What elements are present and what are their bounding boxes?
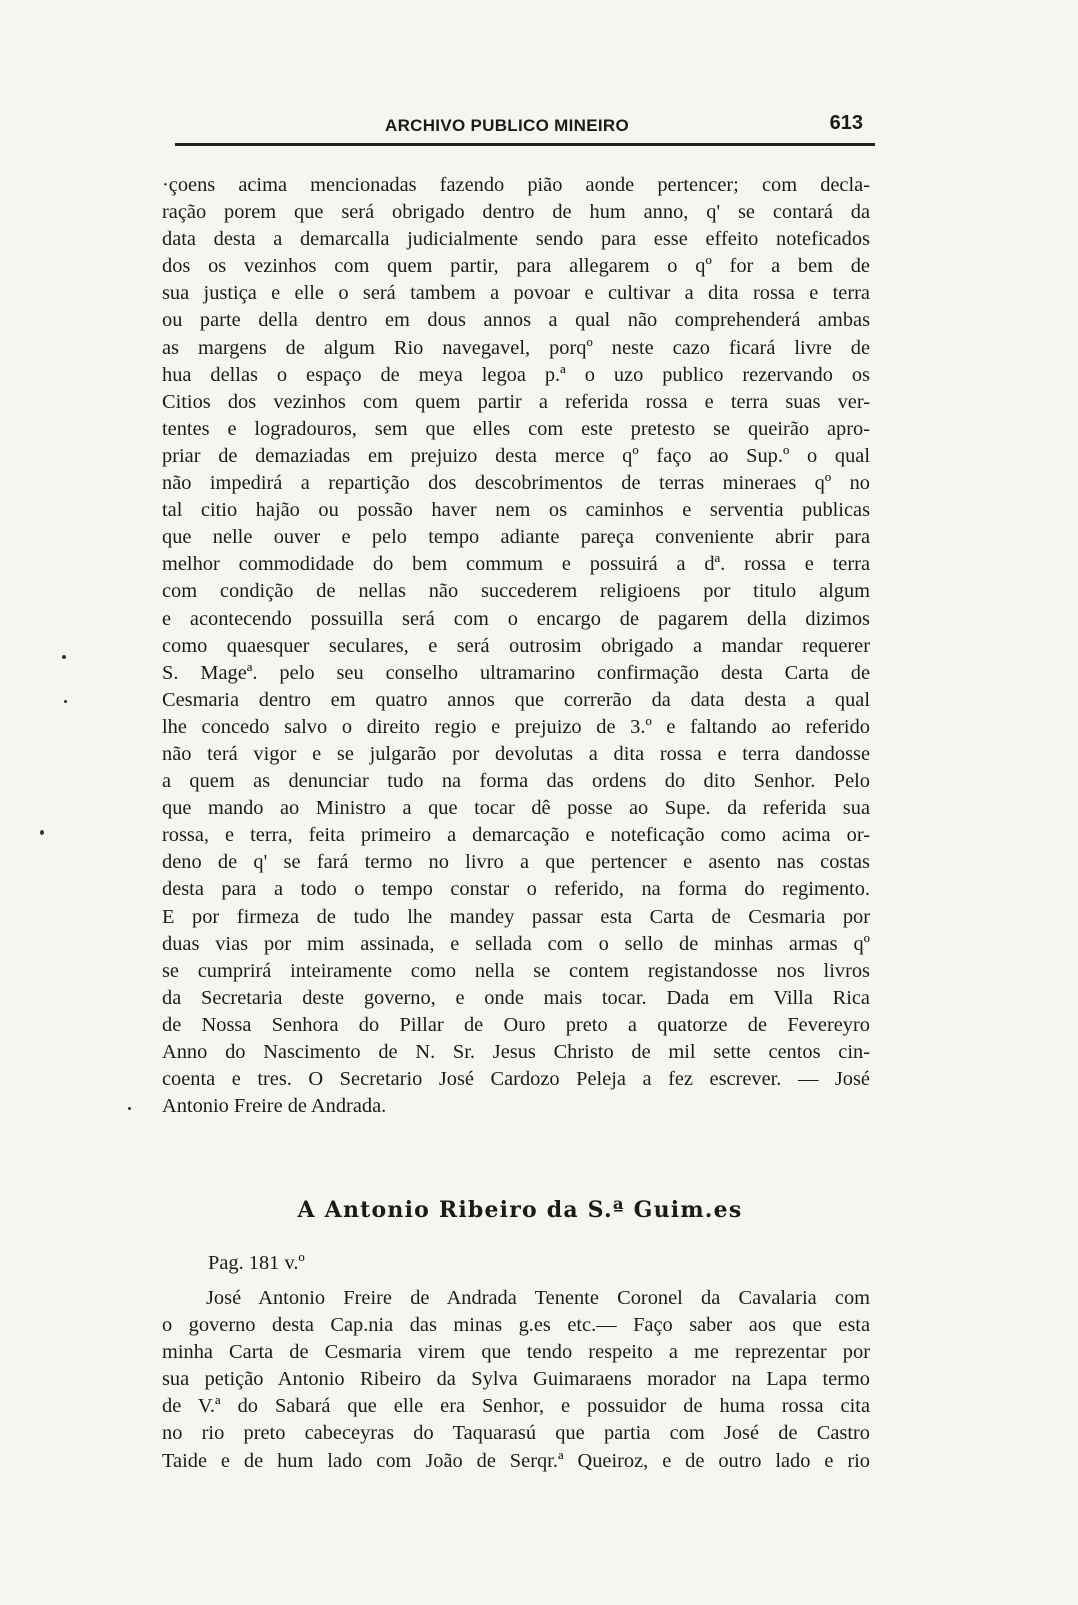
text-line: sua petição Antonio Ribeiro da Sylva Guimaraens morador na Lapa termo bbox=[162, 1368, 870, 1391]
text-line: Antonio Freire de Andrada. bbox=[162, 1095, 387, 1118]
text-line: melhor commodidade do bem commum e possuirá a dª. rossa e terra bbox=[162, 553, 870, 576]
text-line: duas vias por mim assinada, e sellada com o sello de minhas armas qº bbox=[162, 932, 870, 955]
text-line: José Antonio Freire de Andrada Tenente Coronel da Cavalaria com bbox=[206, 1287, 870, 1309]
text-line: com condição de nellas não succederem religioens por titulo algum bbox=[162, 580, 870, 603]
text-line: ·çoens acima mencionadas fazendo pião aonde pertencer; com decla- bbox=[162, 174, 870, 196]
text-line: que mando ao Ministro a que tocar dê posse ao Supe. da referida sua bbox=[162, 797, 870, 820]
scan-speck bbox=[62, 655, 66, 659]
text-line: S. Mageª. pelo seu conselho ultramarino confirmação desta Carta de bbox=[162, 661, 870, 684]
text-line: não impedirá a repartição dos descobrimentos de terras mineraes qº no bbox=[162, 472, 870, 495]
text-line: a quem as denunciar tudo na forma das ordens do dito Senhor. Pelo bbox=[162, 770, 870, 793]
text-line: da Secretaria deste governo, e onde mais tocar. Dada em Villa Rica bbox=[162, 986, 870, 1009]
text-line: deno de q' se fará termo no livro a que pertencer e asento nas costas bbox=[162, 851, 870, 874]
text-line: E por firmeza de tudo lhe mandey passar esta Carta de Cesmaria por bbox=[162, 905, 870, 928]
text-line: as margens de algum Rio navegavel, porqº neste cazo ficará livre de bbox=[162, 336, 870, 359]
text-line: tal citio hajão ou possão haver nem os caminhos e serventia publicas bbox=[162, 499, 870, 522]
text-line: no rio preto cabeceyras do Taquarasú que partia com José de Castro bbox=[162, 1422, 870, 1445]
text-line: como quaesquer seculares, e será outrosim obrigado a mandar requerer bbox=[162, 634, 870, 657]
text-line: ração porem que será obrigado dentro de hum anno, q' se contará da bbox=[162, 201, 870, 224]
header-rule bbox=[175, 143, 875, 146]
scan-speck bbox=[40, 830, 44, 835]
text-line: se cumprirá inteiramente como nella se contem registandosse nos livros bbox=[162, 959, 870, 982]
scan-speck bbox=[128, 1107, 131, 1110]
text-line: de Nossa Senhora do Pillar de Ouro preto a quatorze de Fevereyro bbox=[162, 1013, 870, 1036]
text-line: que nelle ouver e pelo tempo adiante pareça conveniente abrir para bbox=[162, 526, 870, 549]
text-line: coenta e tres. O Secretario José Cardozo Peleja a fez escrever. — José bbox=[162, 1068, 870, 1091]
text-line: desta para a todo o tempo constar o referido, na forma do regimento. bbox=[162, 878, 870, 901]
text-line: Citios dos vezinhos com quem partir a referida rossa e terra suas ver- bbox=[162, 390, 870, 413]
text-line: rossa, e terra, feita primeiro a demarcação e noteficação como acima or- bbox=[162, 824, 870, 847]
body-text bbox=[162, 172, 870, 1120]
text-line: lhe concedo salvo o direito regio e prejuizo de 3.º e faltando ao referido bbox=[162, 715, 870, 738]
page-number: 613 bbox=[829, 112, 863, 134]
text-line: sua justiça e elle o será tambem a povoar e cultivar a dita rossa e terra bbox=[162, 282, 870, 305]
scan-speck bbox=[64, 700, 67, 703]
text-line: e acontecendo possuilla será com o encargo de pagarem della dizimos bbox=[162, 607, 870, 630]
text-line: Taide e de hum lado com João de Serqr.ª Queiroz, e de outro lado e rio bbox=[162, 1449, 870, 1472]
text-line: o governo desta Cap.nia das minas g.es etc.— Faço saber aos que esta bbox=[162, 1314, 870, 1337]
text-line: de V.ª do Sabará que elle era Senhor, e possuidor de huma rossa cita bbox=[162, 1395, 870, 1418]
text-line: Cesmaria dentro em quatro annos que correrão da data desta a qual bbox=[162, 688, 870, 711]
section-heading: A Antonio Ribeiro da S.ª Guim.es bbox=[297, 1197, 743, 1223]
page-reference: Pag. 181 v.º bbox=[208, 1252, 305, 1274]
text-line: minha Carta de Cesmaria virem que tendo respeito a me reprezentar por bbox=[162, 1341, 870, 1364]
text-line: data desta a demarcalla judicialmente sendo para esse effeito noteficados bbox=[162, 228, 870, 251]
section-body-text bbox=[162, 1285, 870, 1475]
text-line: priar de demaziadas em prejuizo desta merce qº faço ao Sup.º o qual bbox=[162, 444, 870, 467]
text-line: hua dellas o espaço de meya legoa p.ª o uzo publico rezervando os bbox=[162, 363, 870, 386]
page-header bbox=[175, 112, 865, 146]
text-line: dos os vezinhos com quem partir, para allegarem o qº for a bem de bbox=[162, 255, 870, 278]
text-line: ou parte della dentro em dous annos a qual não comprehenderá ambas bbox=[162, 309, 870, 332]
text-line: não terá vigor e se julgarão por devolutas a dita rossa e terra dandosse bbox=[162, 742, 870, 765]
text-line: tentes e logradouros, sem que elles com este pretesto se queirão apro- bbox=[162, 417, 870, 440]
text-line: Anno do Nascimento de N. Sr. Jesus Christo de mil sette centos cin- bbox=[162, 1041, 870, 1063]
running-title: ARCHIVO PUBLICO MINEIRO bbox=[385, 116, 629, 135]
